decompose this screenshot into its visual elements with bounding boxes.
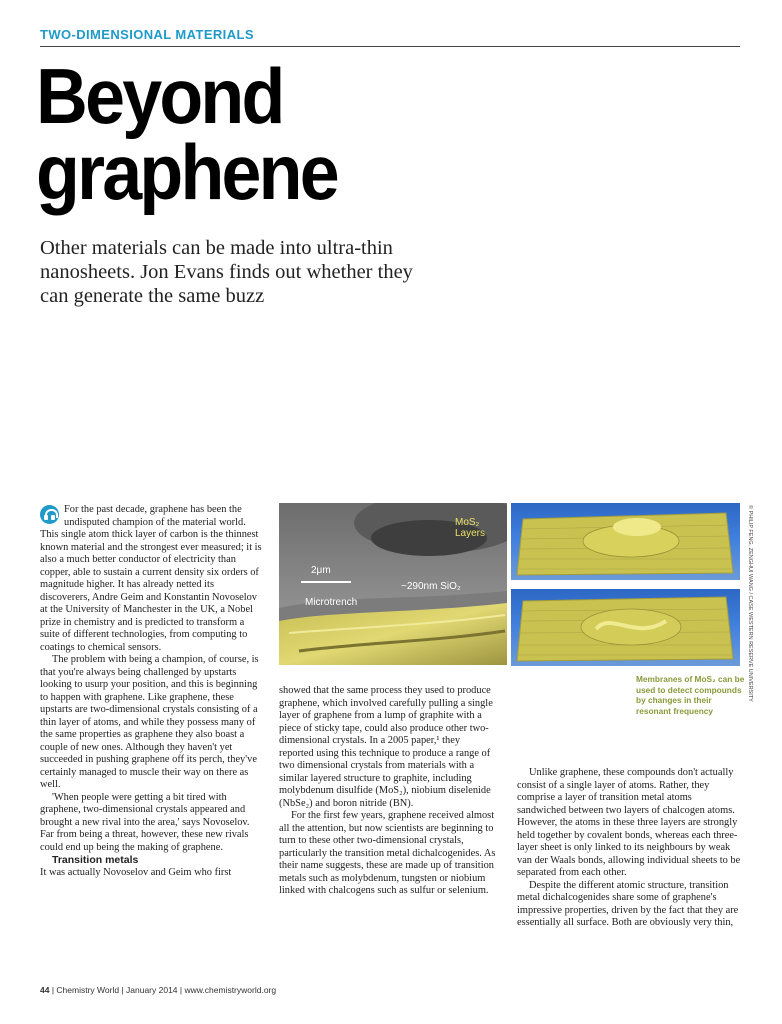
subheading: Transition metals — [52, 854, 139, 866]
paragraph: showed that the same process they used to produce graphene, which involved carefully pulling a single layer of graphene from a lump of graphite with a piece of sticky tape, could also produce other two-dimensional crystals. In a 2005 paper,¹ they reported using this technique to produce a range of two dimensional crystals from materials with a similar layered structure to graphite, including molybdenum disulfide (MoS₂), niobium diselenide (NbSe₂) and boron nitride (BN). — [279, 685, 493, 809]
article-column-1 — [40, 504, 265, 879]
label-scale: 2μm — [311, 565, 331, 576]
membrane-render-2 — [511, 589, 740, 666]
paragraph: For the first few years, graphene received almost all the attention, but now scientists are beginning to turn to these other two-dimensional crystals, particularly the transition metal dichalcogenides. As their name suggests, these are made up of transition metals such as molybdenum, tungsten or niobium linked with chalcogens such as sulfur or selenium. — [279, 810, 496, 896]
section-label: TWO-DIMENSIONAL MATERIALS — [40, 27, 254, 42]
section-rule — [40, 46, 740, 47]
page-number: 44 — [40, 985, 50, 995]
issue-date: January 2014 — [126, 985, 178, 995]
paragraph: It was actually Novoselov and Geim who first — [40, 866, 232, 878]
publication-name: Chemistry World — [56, 985, 120, 995]
label-microtrench: Microtrench — [305, 597, 358, 608]
label-sio2: ~290nm SiO₂ — [401, 581, 461, 592]
paragraph: Despite the different atomic structure, transition metal dichalcogenides share some of graphene's impressive properties, driven by the fact that they are essentially all surface. Both are obviously very thin, — [517, 879, 739, 928]
membrane-render-1 — [511, 503, 740, 580]
standfirst: Other materials can be made into ultra-thin nanosheets. Jon Evans finds out whether they can generate the same buzz — [40, 237, 413, 307]
article-column-2 — [279, 685, 497, 898]
article-column-3 — [517, 767, 742, 930]
sem-image — [279, 503, 507, 665]
paragraph: Unlike graphene, these compounds don't actually consist of a single layer of atoms. Rather, they comprise a layer of transition metal atoms sandwiched between two layers of chalcogen atoms. However, the atoms in these three layers are strongly held together by covalent bonds, whereas each three-layer sheet is only linked to its neighbours by weak van der Waals bonds, allowing individual sheets to be separated from each other. — [517, 767, 741, 878]
headline-line-2: graphene — [36, 128, 337, 216]
paragraph: The problem with being a champion, of course, is that you're always being challenged by upstarts looking to usurp your position, and this is beginning to happen with graphene. Like graphene, these upstarts are two-dimensional crystals consisting of a thin layer of atoms, and while they possess many of the same properties as graphene they also boast a couple of new ones. Although they haven't yet succeeded in pushing graphene off its perch, they've certainly managed to muscle their way on there as well. — [40, 654, 259, 790]
headline-line-1: Beyond — [36, 52, 283, 140]
page-footer: 44 | Chemistry World | January 2014 | www.chemistryworld.org — [40, 985, 277, 995]
membrane-render-2-graphic — [511, 589, 740, 666]
headphones-icon[interactable] — [40, 505, 59, 524]
website-link[interactable]: www.chemistryworld.org — [184, 985, 277, 995]
photo-credit-text: © PHILIP FENG, ZENGHUI WANG / CASE WESTERN RESERVE UNIVERSITY — [747, 505, 753, 702]
photo-credit — [744, 505, 754, 702]
headline — [36, 52, 514, 216]
figure-caption: Membranes of MoS₂ can be used to detect compounds by changes in their resonant frequency — [636, 674, 745, 716]
paragraph — [40, 504, 265, 654]
label-mos2: MoS₂ Layers — [455, 517, 486, 539]
membrane-render-1-graphic — [511, 503, 740, 580]
paragraph: 'When people were getting a bit tired with graphene, two-dimensional crystals appeared and brought a new rival into the area,' says Novoselov. Far from being a threat, however, these new rivals could end up being the making of graphene. — [40, 791, 250, 853]
paragraph-text: For the past decade, graphene has been the undisputed champion of the material world. This single atom thick layer of carbon is the thinnest known material and the strongest ever measured; it is also a much better conductor of electricity than copper, able to sustain a current density six orders of magnitude higher. It has already netted its discoverers, Andre Geim and Konstantin Novoselov at the University of Manchester in the UK, a Nobel prize in chemistry and is predicted to transform a suite of different technologies, from computing to coatings to chemical sensors. — [40, 504, 262, 653]
